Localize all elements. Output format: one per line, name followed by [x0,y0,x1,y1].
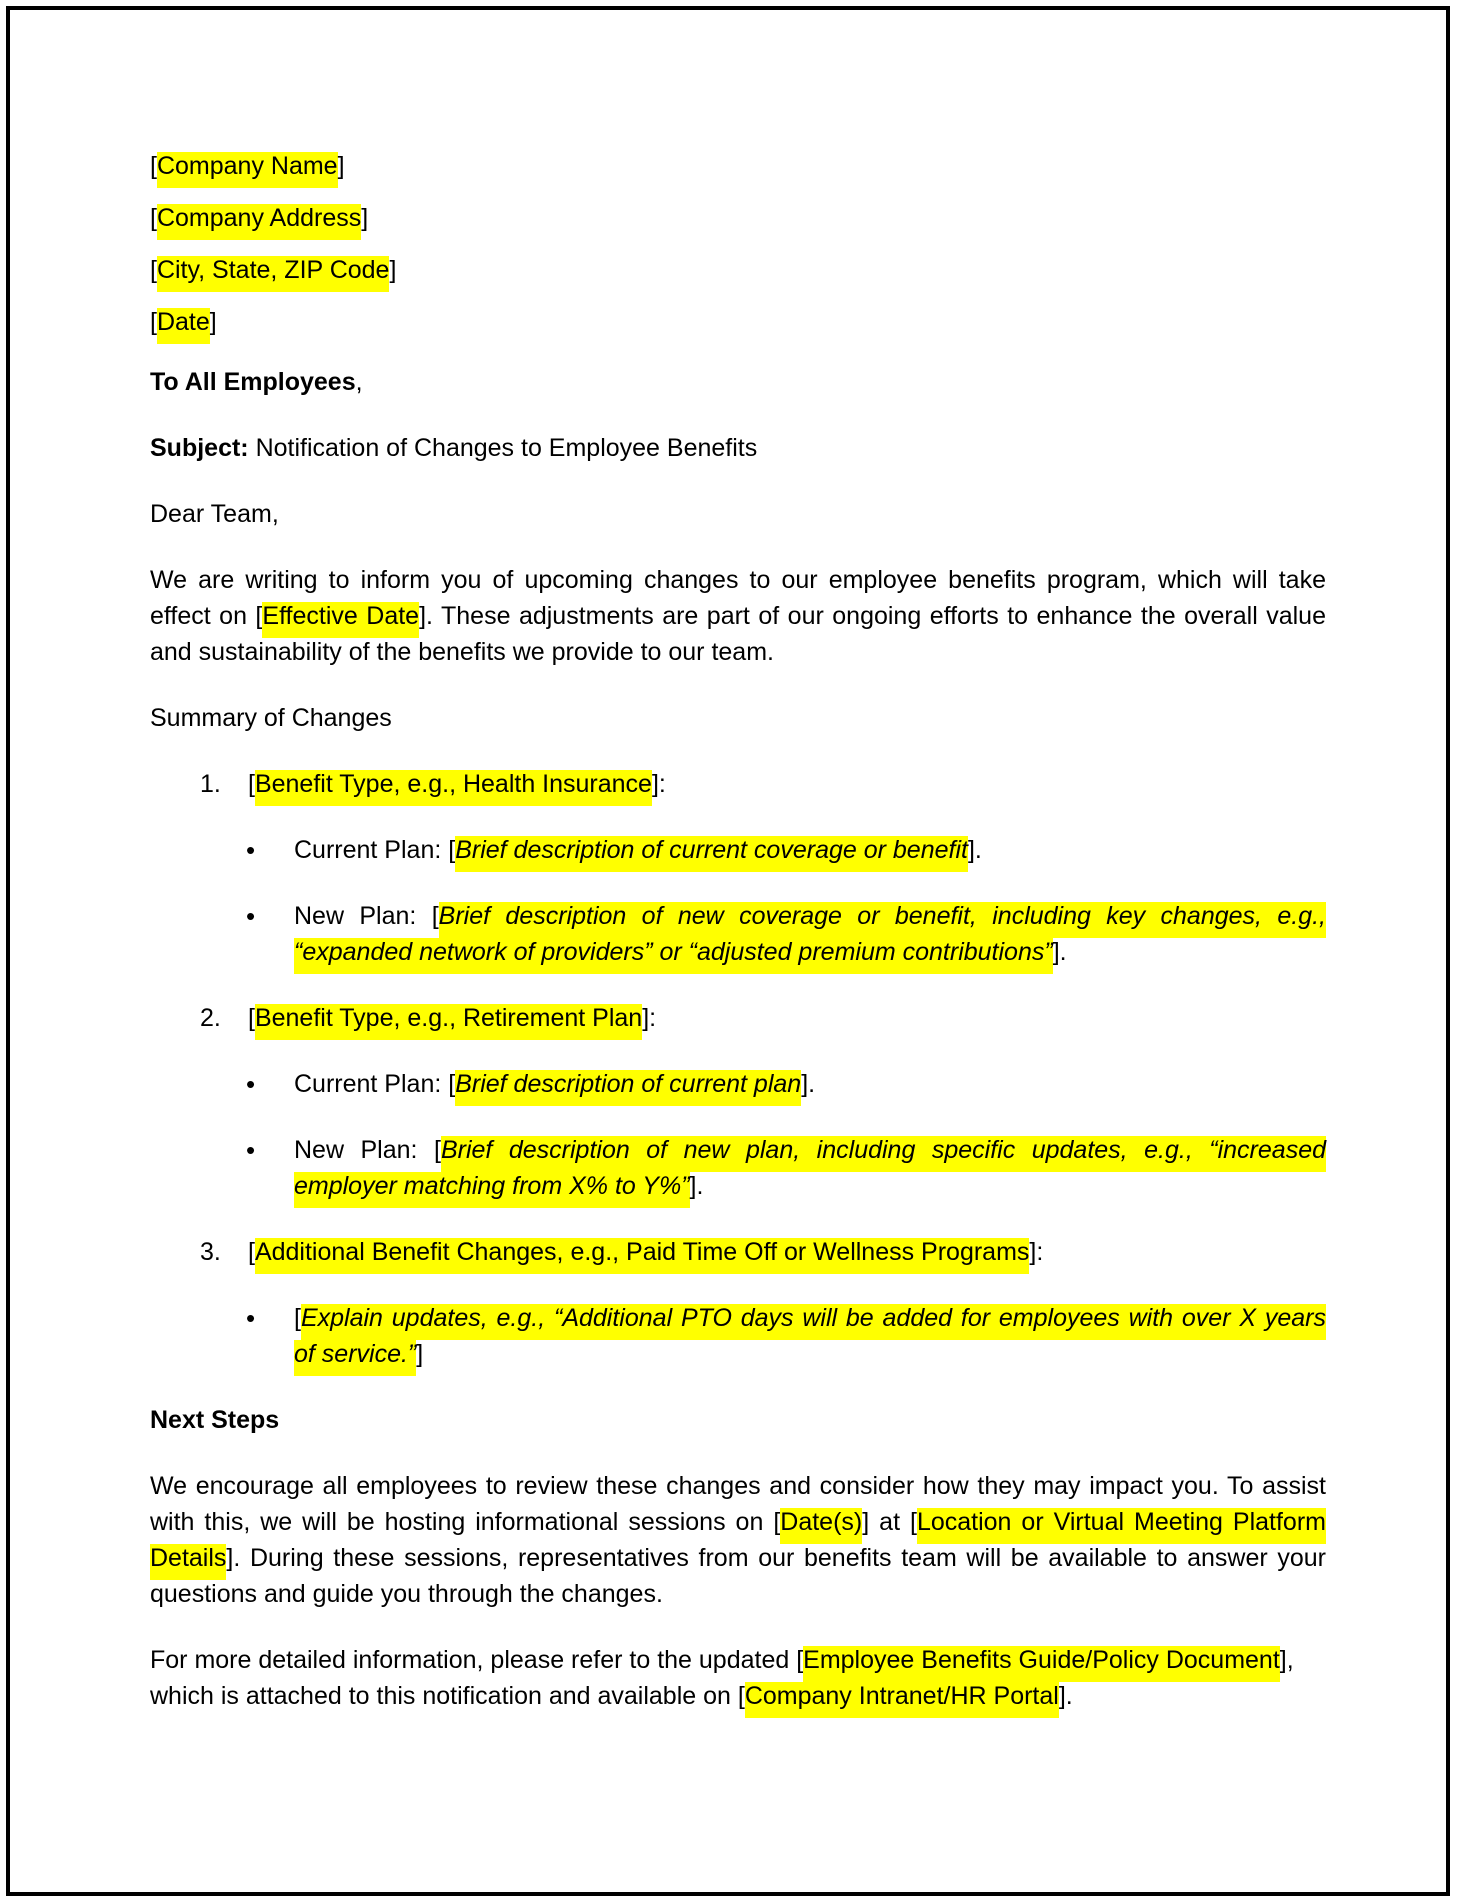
benefit-type-placeholder: Benefit Type, e.g., Health Insurance [255,770,652,806]
bullet-end: ]. [689,1172,704,1200]
bullet-label: New Plan: [ [294,902,439,930]
bullet-label: [ [294,1304,301,1332]
bullet-end: ]. [967,836,982,864]
intro-text-start: We are writing to inform you of upcoming changes to our employee benefits program, which will take effect on [ [150,566,1326,630]
subject-label: Subject: [150,434,249,462]
bullet-item [150,898,1326,970]
city-state-zip-line: [City, State, ZIP Code] [150,252,1326,304]
bullet-item [150,1066,1326,1102]
city-state-zip-placeholder: City, State, ZIP Code [157,256,390,292]
bullet-icon: • [246,1135,256,1165]
portal-placeholder: Company Intranet/HR Portal [745,1682,1059,1718]
description-placeholder: Brief description of current coverage or benefit [455,836,968,872]
guide-placeholder: Employee Benefits Guide/Policy Document [803,1646,1280,1682]
summary-heading: Summary of Changes [150,704,392,732]
bullet-end: ]. [1052,938,1067,966]
document-page [6,6,1450,1896]
intro-text-end: ]. These adjustments are part of our ongoing efforts to enhance the overall value and sustainability of the benefits we provide to our team. [150,602,1326,666]
change-item-2: 2. [Benefit Type, e.g., Retirement Plan]: [150,1000,1326,1036]
more-info-paragraph [150,1642,1326,1714]
description-placeholder: Brief description of new plan, including specific updates, e.g., “increased employer matching from X% to Y%” [294,1136,1326,1208]
dates-placeholder: Date(s) [780,1508,862,1544]
bullet-end: ]. [801,1070,816,1098]
next-steps-paragraph [150,1468,1326,1612]
intro-paragraph [150,562,1326,670]
description-placeholder: Brief description of new coverage or benefit, including key changes, e.g., “expanded network of providers” or “adjusted premium contributions” [294,902,1326,974]
subject-text: Notification of Changes to Employee Benefits [248,434,758,462]
change-item-3: 3. [Additional Benefit Changes, e.g., Paid Time Off or Wellness Programs]: [150,1234,1326,1270]
next-steps-heading-text: Next Steps [150,1406,280,1434]
more-info-text-middle: ], which is attached to this notification and available on [ [150,1646,1294,1710]
bullet-label: New Plan: [ [294,1136,441,1164]
next-steps-text-end: ]. During these sessions, representatives from our benefits team will be available to answer your questions and guide you through the changes. [150,1544,1326,1608]
date-line: [Date] [150,304,1326,356]
description-placeholder: Brief description of current plan [455,1070,801,1106]
greeting: Dear Team, [150,500,279,528]
item-number: 1. [200,770,221,798]
bullet-item [150,1300,1326,1372]
next-steps-text-start: We encourage all employees to review these changes and consider how they may impact you. To assist with this, we will be hosting informational sessions on [ [150,1472,1326,1536]
more-info-text-start: For more detailed information, please refer to the updated [ [150,1646,804,1674]
date-placeholder: Date [157,308,210,344]
bullet-icon: • [246,1069,256,1099]
letter-body [150,148,1326,1714]
bullet-icon: • [246,901,256,931]
company-name-placeholder: Company Name [157,152,338,188]
company-address-line: [Company Address] [150,200,1326,252]
next-steps-heading [150,1402,1326,1438]
benefit-type-placeholder: Benefit Type, e.g., Retirement Plan [255,1004,642,1040]
company-name-line: [Company Name] [150,148,1326,200]
next-steps-text-middle: ] at [ [862,1508,917,1536]
change-item-1: 1. [Benefit Type, e.g., Health Insurance]: [150,766,1326,802]
bullet-item [150,1132,1326,1204]
bullet-icon: • [246,1303,256,1333]
recipient-text: To All Employees [150,368,356,396]
bullet-end: ] [416,1340,424,1368]
benefit-type-placeholder: Additional Benefit Changes, e.g., Paid Time Off or Wellness Programs [255,1238,1029,1274]
recipient-line: To All Employees, [150,368,363,396]
bullet-label: Current Plan: [ [294,836,456,864]
location-placeholder: Location or Virtual Meeting Platform Details [150,1508,1326,1580]
effective-date-placeholder: Effective Date [262,602,419,638]
more-info-text-end: ]. [1058,1682,1073,1710]
bullet-label: Current Plan: [ [294,1070,456,1098]
bullet-icon: • [246,835,256,865]
company-address-placeholder: Company Address [157,204,361,240]
item-number: 3. [200,1238,221,1266]
description-placeholder: Explain updates, e.g., “Additional PTO days will be added for employees with over X years of service.” [294,1304,1326,1376]
subject-line [150,430,1326,466]
bullet-item [150,832,1326,868]
item-number: 2. [200,1004,221,1032]
